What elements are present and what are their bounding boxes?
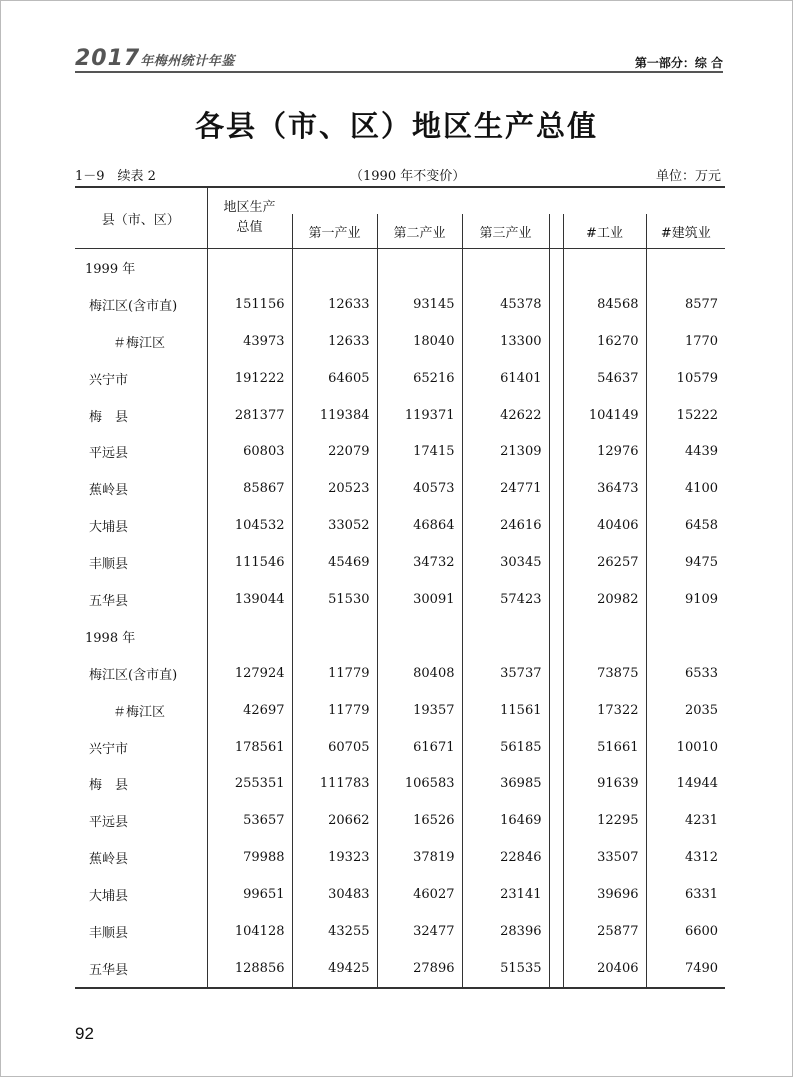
cell-gdp: 128856	[207, 950, 292, 988]
year-label: 1999 年	[85, 261, 136, 277]
county-name: 梅 县	[89, 778, 129, 794]
cell-primary: 51530	[292, 581, 377, 618]
year-row	[75, 618, 725, 655]
county-name: 平远县	[89, 815, 129, 831]
county-name: 大埔县	[89, 889, 129, 905]
cell-tertiary: 13300	[462, 323, 549, 360]
cell-tertiary: 35737	[462, 655, 549, 692]
table-row	[75, 470, 725, 507]
table-row	[75, 950, 725, 988]
cell-construction: 4231	[646, 802, 725, 839]
header-primary: 第一产业	[292, 214, 377, 249]
gap-cell	[549, 618, 563, 655]
cell-construction: 10010	[646, 729, 725, 766]
cell-tertiary: 51535	[462, 950, 549, 988]
table-row	[75, 360, 725, 397]
cell-secondary: 40573	[377, 470, 462, 507]
year-label: 1998 年	[85, 630, 136, 646]
county-name: 大埔县	[89, 520, 129, 536]
header-secondary: 第二产业	[377, 214, 462, 249]
cell-secondary	[377, 249, 462, 286]
header-gdp-line2: 总值	[236, 220, 263, 235]
cell-construction: 6331	[646, 876, 725, 913]
cell-secondary	[377, 618, 462, 655]
header-year: 2017	[75, 46, 141, 71]
cell-secondary: 30091	[377, 581, 462, 618]
cell-primary: 60705	[292, 729, 377, 766]
running-header-title	[75, 46, 235, 71]
cell-secondary: 46027	[377, 876, 462, 913]
cell-primary: 12633	[292, 323, 377, 360]
cell-construction	[646, 249, 725, 286]
cell-construction: 9475	[646, 544, 725, 581]
header-gap	[549, 214, 563, 249]
cell-primary: 11779	[292, 692, 377, 729]
cell-primary: 22079	[292, 433, 377, 470]
cell-secondary: 106583	[377, 765, 462, 802]
cell-secondary: 119371	[377, 397, 462, 434]
cell-industry	[563, 249, 646, 286]
cell-tertiary: 30345	[462, 544, 549, 581]
cell-gdp	[207, 249, 292, 286]
cell-industry: 39696	[563, 876, 646, 913]
cell-industry: 91639	[563, 765, 646, 802]
table-row	[75, 655, 725, 692]
cell-gdp: 178561	[207, 729, 292, 766]
running-header-section: 第一部分：综 合	[634, 56, 723, 70]
cell-industry: 54637	[563, 360, 646, 397]
cell-primary: 11779	[292, 655, 377, 692]
page-number: 92	[75, 1024, 94, 1043]
cell-gdp: 79988	[207, 839, 292, 876]
cell-tertiary: 57423	[462, 581, 549, 618]
cell-construction	[646, 618, 725, 655]
gap-cell	[549, 876, 563, 913]
gap-cell	[549, 839, 563, 876]
cell-tertiary: 21309	[462, 433, 549, 470]
county-name: 蕉岭县	[89, 483, 129, 499]
cell-gdp: 255351	[207, 765, 292, 802]
cell-construction: 6600	[646, 913, 725, 950]
cell-secondary: 93145	[377, 286, 462, 323]
gap-cell	[549, 323, 563, 360]
cell-construction: 6458	[646, 507, 725, 544]
table-row	[75, 397, 725, 434]
cell-secondary: 27896	[377, 950, 462, 988]
table-row	[75, 876, 725, 913]
page-title: 各县（市、区）地区生产总值	[194, 109, 598, 143]
cell-gdp: 42697	[207, 692, 292, 729]
cell-industry: 73875	[563, 655, 646, 692]
cell-industry	[563, 618, 646, 655]
cell-tertiary: 11561	[462, 692, 549, 729]
cell-construction: 4100	[646, 470, 725, 507]
cell-gdp: 104128	[207, 913, 292, 950]
table-row	[75, 729, 725, 766]
table-id: 1－9 续表 2	[75, 169, 156, 184]
cell-secondary: 32477	[377, 913, 462, 950]
header-spacer	[292, 187, 725, 214]
header-tertiary: 第三产业	[462, 214, 549, 249]
cell-industry: 12295	[563, 802, 646, 839]
county-name: 丰顺县	[89, 557, 129, 573]
cell-secondary: 80408	[377, 655, 462, 692]
cell-gdp: 104532	[207, 507, 292, 544]
cell-industry: 17322	[563, 692, 646, 729]
cell-industry: 40406	[563, 507, 646, 544]
cell-gdp: 127924	[207, 655, 292, 692]
gap-cell	[549, 360, 563, 397]
table-row	[75, 913, 725, 950]
cell-secondary: 61671	[377, 729, 462, 766]
county-name: ＃梅江区	[113, 335, 166, 351]
county-name: 梅江区(含市直)	[89, 667, 178, 683]
cell-industry: 84568	[563, 286, 646, 323]
cell-tertiary: 24771	[462, 470, 549, 507]
table-row	[75, 765, 725, 802]
cell-construction: 4312	[646, 839, 725, 876]
cell-gdp: 111546	[207, 544, 292, 581]
cell-secondary: 34732	[377, 544, 462, 581]
cell-industry: 16270	[563, 323, 646, 360]
unit-label: 单位：万元	[655, 169, 721, 184]
gap-cell	[549, 544, 563, 581]
cell-gdp	[207, 618, 292, 655]
cell-industry: 12976	[563, 433, 646, 470]
county-name: 平远县	[89, 446, 129, 462]
gap-cell	[549, 729, 563, 766]
gdp-table	[75, 186, 725, 989]
cell-construction: 7490	[646, 950, 725, 988]
cell-gdp: 53657	[207, 802, 292, 839]
header-rule	[75, 71, 723, 73]
cell-primary: 30483	[292, 876, 377, 913]
cell-primary: 64605	[292, 360, 377, 397]
header-book: 年梅州统计年鉴	[140, 54, 235, 69]
header-construction: #建筑业	[646, 214, 725, 249]
cell-construction: 8577	[646, 286, 725, 323]
cell-primary: 12633	[292, 286, 377, 323]
cell-industry: 25877	[563, 913, 646, 950]
cell-primary: 111783	[292, 765, 377, 802]
gap-cell	[549, 765, 563, 802]
gap-cell	[549, 507, 563, 544]
gap-cell	[549, 692, 563, 729]
cell-tertiary: 36985	[462, 765, 549, 802]
table-row	[75, 433, 725, 470]
cell-industry: 20406	[563, 950, 646, 988]
header-county: 县（市、区）	[75, 187, 207, 249]
cell-tertiary: 24616	[462, 507, 549, 544]
cell-primary	[292, 249, 377, 286]
county-name: 兴宁市	[89, 372, 129, 388]
table-row	[75, 323, 725, 360]
cell-secondary: 19357	[377, 692, 462, 729]
gap-cell	[549, 470, 563, 507]
cell-tertiary: 22846	[462, 839, 549, 876]
cell-construction: 10579	[646, 360, 725, 397]
cell-construction: 1770	[646, 323, 725, 360]
table-row	[75, 544, 725, 581]
county-name: 蕉岭县	[89, 852, 129, 868]
cell-industry: 36473	[563, 470, 646, 507]
county-name: 梅 县	[89, 409, 129, 425]
year-row	[75, 249, 725, 286]
cell-primary: 43255	[292, 913, 377, 950]
cell-primary: 33052	[292, 507, 377, 544]
cell-construction: 14944	[646, 765, 725, 802]
cell-secondary: 18040	[377, 323, 462, 360]
table-row	[75, 581, 725, 618]
cell-secondary: 16526	[377, 802, 462, 839]
county-name: 梅江区(含市直)	[89, 298, 178, 314]
cell-primary	[292, 618, 377, 655]
cell-primary: 20662	[292, 802, 377, 839]
cell-secondary: 37819	[377, 839, 462, 876]
table-row	[75, 692, 725, 729]
cell-gdp: 191222	[207, 360, 292, 397]
county-name: 五华县	[75, 950, 207, 988]
table-row	[75, 839, 725, 876]
gap-cell	[549, 802, 563, 839]
cell-construction: 6533	[646, 655, 725, 692]
cell-primary: 119384	[292, 397, 377, 434]
cell-primary: 19323	[292, 839, 377, 876]
cell-industry: 26257	[563, 544, 646, 581]
cell-gdp: 99651	[207, 876, 292, 913]
cell-construction: 4439	[646, 433, 725, 470]
cell-primary: 45469	[292, 544, 377, 581]
gap-cell	[549, 581, 563, 618]
cell-secondary: 65216	[377, 360, 462, 397]
cell-gdp: 85867	[207, 470, 292, 507]
county-name: ＃梅江区	[113, 704, 166, 720]
cell-industry: 33507	[563, 839, 646, 876]
cell-tertiary	[462, 249, 549, 286]
gap-cell	[549, 655, 563, 692]
gap-cell	[549, 286, 563, 323]
cell-construction: 15222	[646, 397, 725, 434]
table-row	[75, 507, 725, 544]
cell-tertiary: 61401	[462, 360, 549, 397]
cell-industry: 51661	[563, 729, 646, 766]
cell-secondary: 46864	[377, 507, 462, 544]
cell-gdp: 43973	[207, 323, 292, 360]
table-row	[75, 286, 725, 323]
cell-tertiary: 42622	[462, 397, 549, 434]
cell-primary: 20523	[292, 470, 377, 507]
cell-gdp: 139044	[207, 581, 292, 618]
header-gdp-line1: 地区生产	[223, 200, 276, 215]
gap-cell	[549, 950, 563, 988]
county-name: 兴宁市	[89, 741, 129, 757]
county-name: 五华县	[89, 593, 129, 609]
cell-tertiary	[462, 618, 549, 655]
cell-tertiary: 16469	[462, 802, 549, 839]
cell-tertiary: 45378	[462, 286, 549, 323]
cell-gdp: 281377	[207, 397, 292, 434]
cell-tertiary: 56185	[462, 729, 549, 766]
price-basis-note: （1990 年不变价）	[350, 169, 466, 184]
cell-gdp: 151156	[207, 286, 292, 323]
cell-industry: 20982	[563, 581, 646, 618]
header-gdp	[207, 187, 292, 249]
gap-cell	[549, 397, 563, 434]
header-industry: #工业	[563, 214, 646, 249]
cell-gdp: 60803	[207, 433, 292, 470]
cell-tertiary: 28396	[462, 913, 549, 950]
cell-tertiary: 23141	[462, 876, 549, 913]
cell-secondary: 17415	[377, 433, 462, 470]
county-name: 丰顺县	[89, 925, 129, 941]
gap-cell	[549, 913, 563, 950]
table-row	[75, 802, 725, 839]
gap-cell	[549, 433, 563, 470]
cell-industry: 104149	[563, 397, 646, 434]
cell-construction: 9109	[646, 581, 725, 618]
gap-cell	[549, 249, 563, 286]
cell-construction: 2035	[646, 692, 725, 729]
cell-primary: 49425	[292, 950, 377, 988]
